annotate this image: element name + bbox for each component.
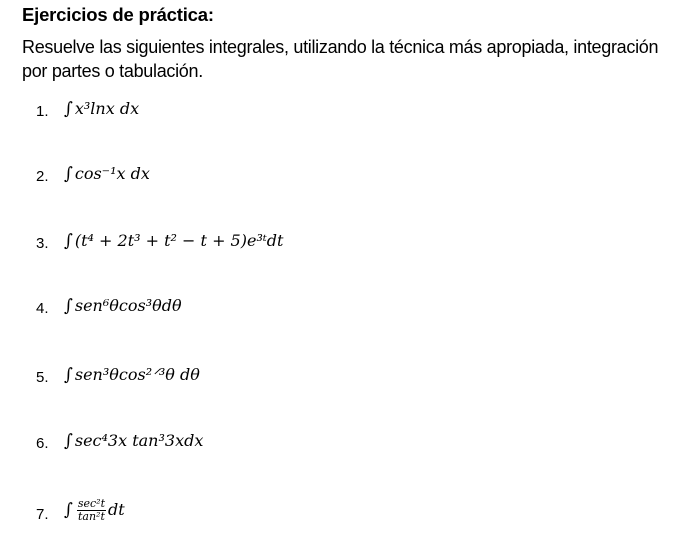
integral-sign: ∫ [64,296,73,316]
exercise-number: 6. [36,435,49,452]
integral-sign: ∫ [64,365,73,385]
exercise-expression [64,296,182,316]
exercise-number: 5. [36,369,49,386]
exercise-number: 2. [36,168,49,185]
expression-tail: dt [108,500,125,519]
page-title: Ejercicios de práctica: [22,4,214,25]
exercise-7 [0,498,700,538]
expression-text: (t⁴ + 2t³ + t² − t + 5)e³ᵗdt [74,231,284,250]
exercise-2 [0,160,700,194]
integral-sign: ∫ [64,164,73,184]
expression-text: sec⁴3x tan³3xdx [74,431,204,450]
expression-text: x³lnx dx [74,99,140,118]
fraction-denominator: tan²t [77,510,105,523]
expression-text: cos⁻¹x dx [74,164,150,183]
exercise-5 [0,361,700,395]
integral-sign: ∫ [64,231,73,251]
exercise-3 [0,227,700,261]
integral-sign: ∫ [64,99,73,119]
exercise-expression [64,431,203,451]
exercise-expression [64,498,125,523]
exercise-number: 3. [36,235,49,252]
exercise-expression [64,99,139,119]
expression-text: sen³θcos²ᐟ³θ dθ [74,365,200,384]
exercise-number: 1. [36,103,49,120]
integral-sign: ∫ [64,500,73,520]
exercise-number: 7. [36,506,49,523]
exercise-6 [0,427,700,461]
exercise-expression [64,164,150,184]
exercise-expression [64,365,200,385]
fraction [77,498,106,523]
integral-sign: ∫ [64,431,73,451]
expression-text: sen⁶θcos³θdθ [74,296,182,315]
fraction-numerator: sec²t [77,497,106,510]
exercise-number: 4. [36,300,49,317]
exercise-expression [64,231,283,251]
exercise-4 [0,292,700,326]
exercise-1 [0,95,700,129]
instructions-text: Resuelve las siguientes integrales, utilizando la técnica más apropiada, integración por partes o tabulación. [22,37,659,81]
